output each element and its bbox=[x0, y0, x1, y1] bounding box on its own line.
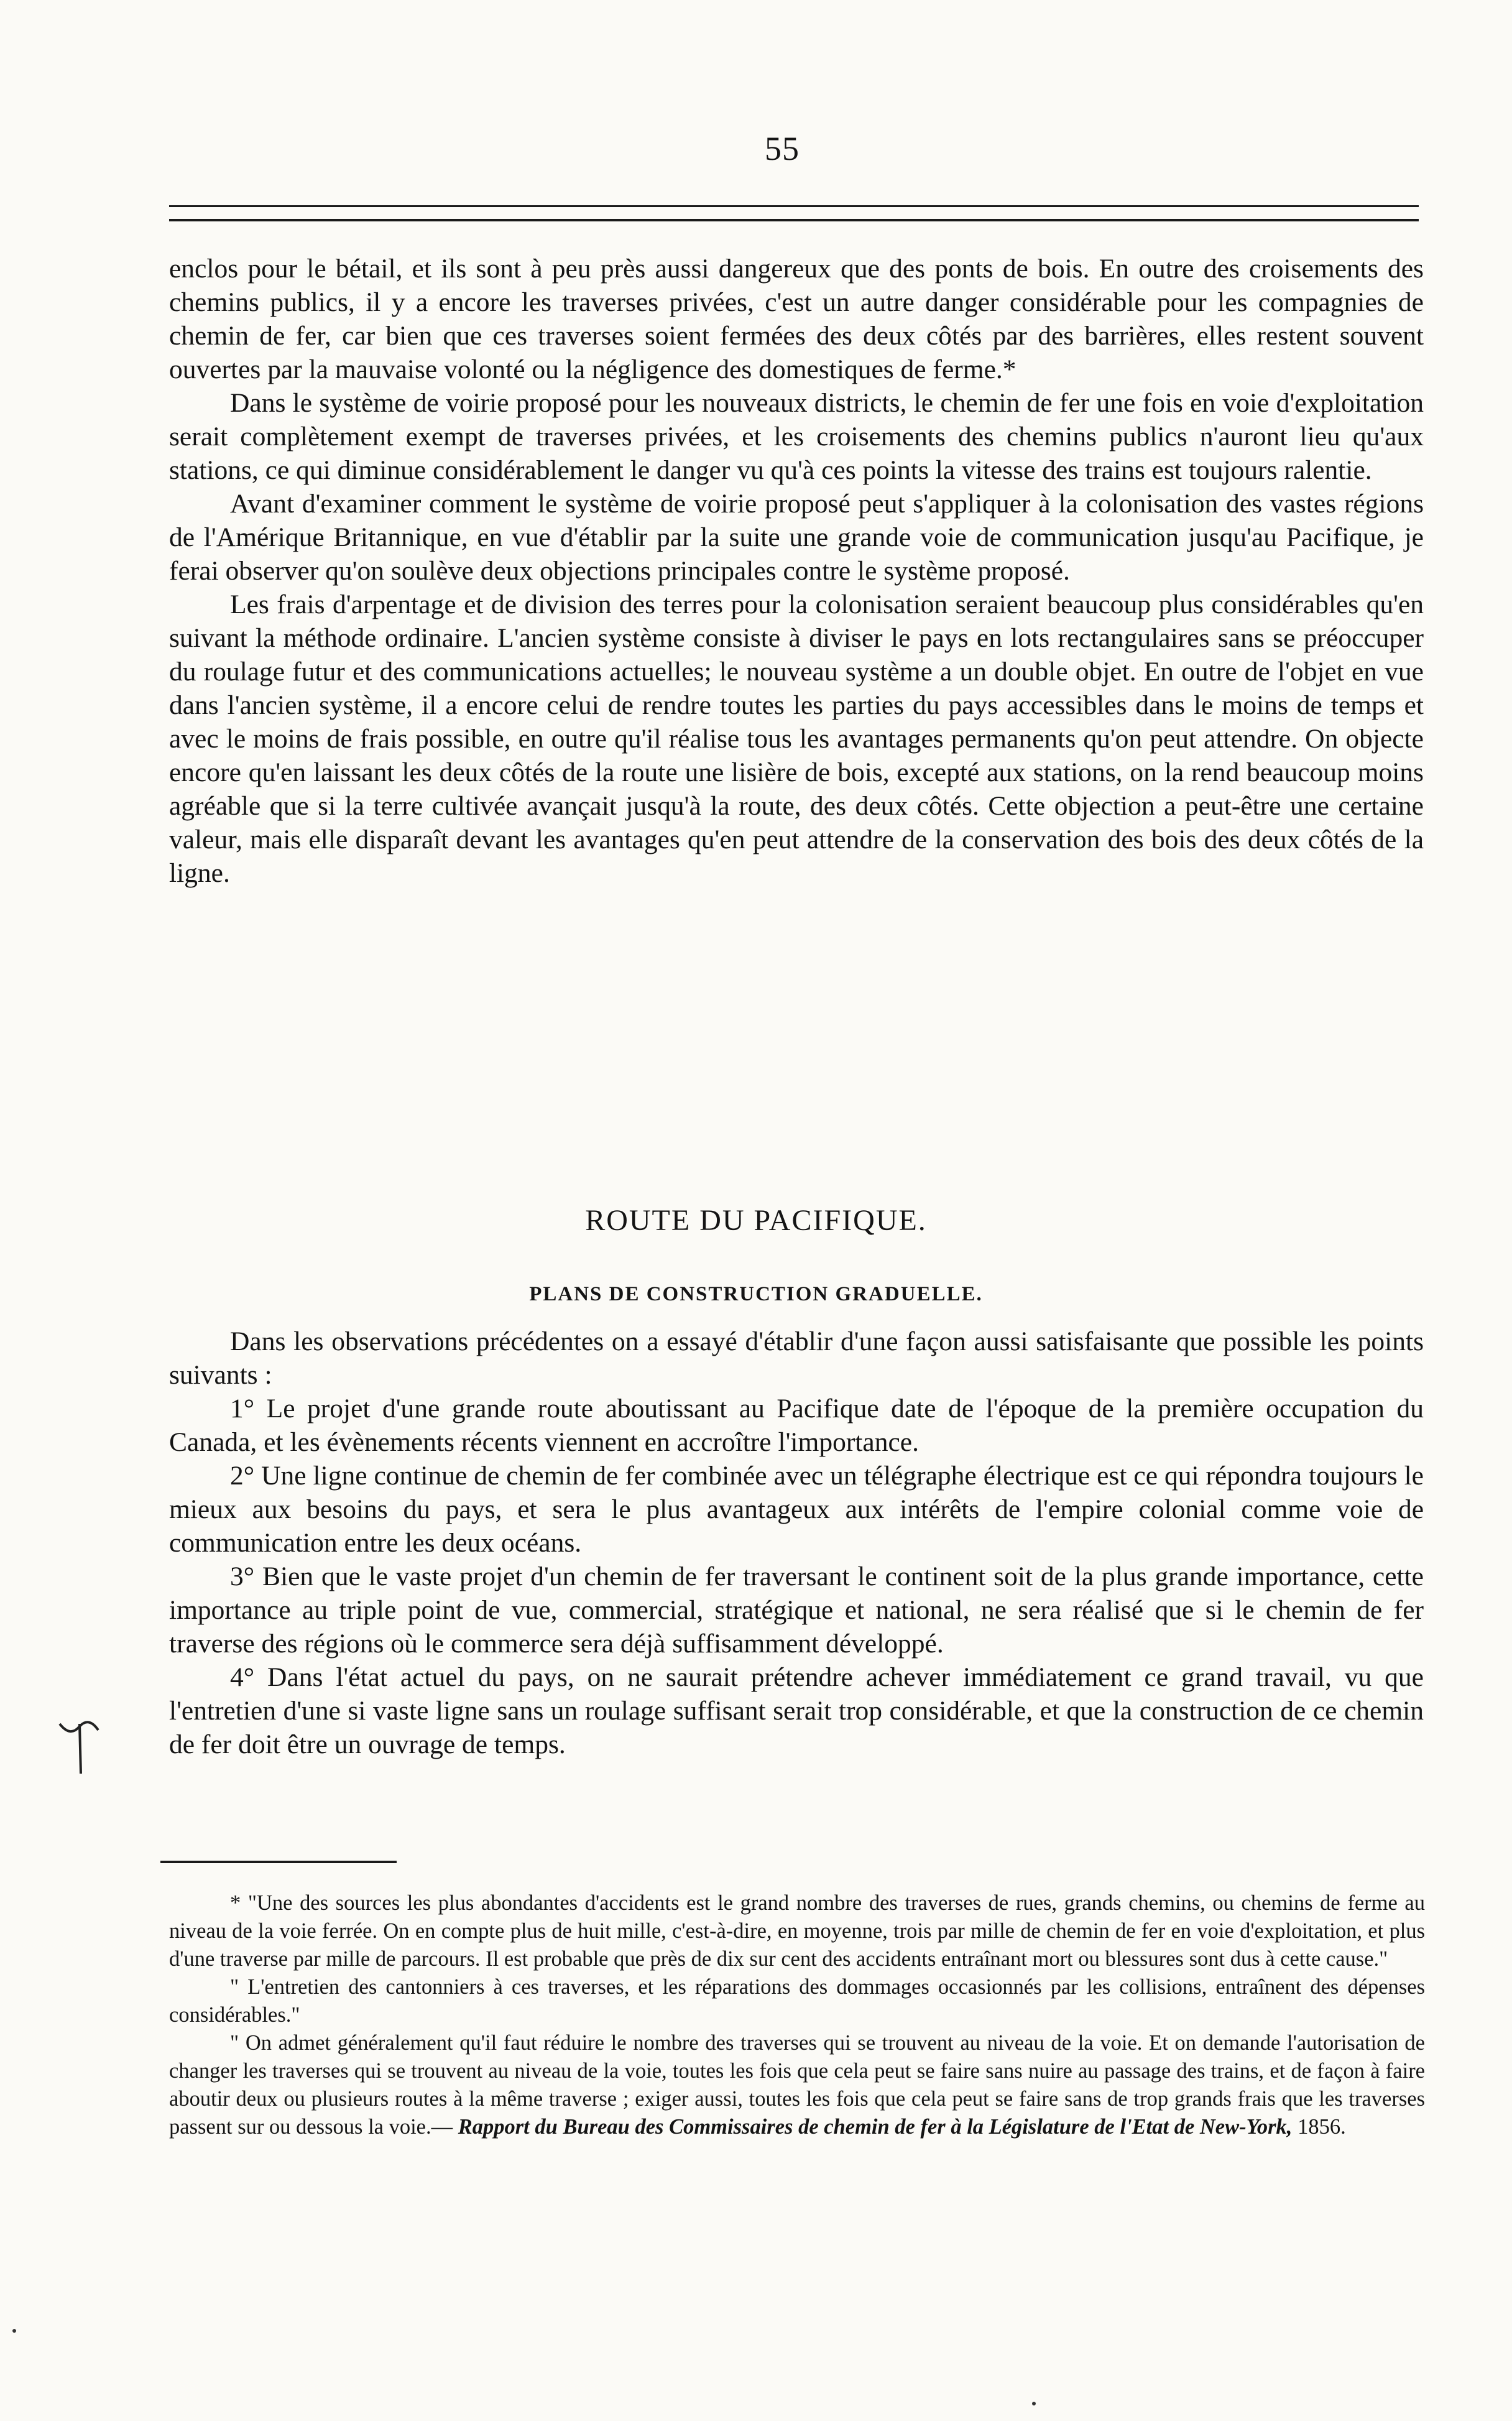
footnote-text: " On admet généralement qu'il faut réduire le nombre des traverses qui se trouvent au niveau de la voie. Et on demande l'autorisation de changer les traverses qui se trouvent au niveau de la voie, toutes les fois que cela peut se faire sans nuire au passage des trains, et de façon à faire aboutir deux ou plusieurs routes à la même traverse ; exiger aussi, toutes les fois que cela peut se faire sans de trop grands frais que les traverses passent sur ou dessous la voie.— bbox=[169, 2031, 1425, 2139]
numbered-point: 1° Le projet d'une grande route aboutissant au Pacifique date de l'époque de la première occupation du Canada, et les évènements récents viennent en accroître l'importance. bbox=[169, 1394, 1424, 1457]
section-title: ROUTE DU PACIFIQUE. bbox=[585, 1204, 927, 1237]
header-rule-thick bbox=[169, 219, 1419, 221]
page-number: 55 bbox=[765, 130, 800, 167]
scan-speck bbox=[12, 2329, 16, 2333]
footnote-year: 1856. bbox=[1298, 2115, 1346, 2139]
footnote: * "Une des sources les plus abondantes d'accidents est le grand nombre des traverses de rues, grands chemins, ou chemins de ferme au niveau de la voie ferrée. On en compte plus de huit mille, c'est-à-dire, en moyenne, trois par mille de chemin de fer en voie d'exploitation, et plus d'une traverse par mille de parcours. Il est probable que près de dix sur cent des accidents entraînant mort ou blessures sont dus à cette cause." bbox=[169, 1891, 1425, 1971]
footnote: " L'entretien des cantonniers à ces traverses, et les réparations des dommages occasionnés par les collisions, entraînent des dépenses considérables." bbox=[169, 1975, 1425, 2027]
paragraph: Avant d'examiner comment le système de voirie proposé peut s'appliquer à la colonisation des vastes régions de l'Amérique Britannique, en vue d'établir par la suite une grande voie de communication jusqu'au Pacifique, je ferai observer qu'on soulève deux objections principales contre le système proposé. bbox=[169, 489, 1424, 586]
footnotes bbox=[169, 1889, 1425, 2141]
footnote bbox=[169, 2029, 1425, 2141]
numbered-point: 4° Dans l'état actuel du pays, on ne saurait prétendre achever immédiatement ce grand travail, vu que l'entretien d'une si vaste ligne sans un roulage suffisant serait trop considérable, et que la construction de ce chemin de fer doit être un ouvrage de temps. bbox=[169, 1662, 1424, 1759]
numbered-point: 2° Une ligne continue de chemin de fer combinée avec un télégraphe électrique est ce qui répondra toujours le mieux aux besoins du pays, et sera le plus avantageux aux intérêts de l'empire colonial comme voie de communication entre les deux océans. bbox=[169, 1461, 1424, 1558]
footnote-rule bbox=[160, 1861, 397, 1863]
body-section-top bbox=[169, 252, 1424, 890]
margin-handwritten-mark bbox=[55, 1711, 104, 1790]
footnote-citation: Rapport du Bureau des Commissaires de chemin de fer à la Législature de l'Etat de New-York, bbox=[458, 2115, 1293, 2139]
paragraph: Dans les observations précédentes on a essayé d'établir d'une façon aussi satisfaisante que possible les points suivants : bbox=[169, 1326, 1424, 1390]
numbered-point: 3° Bien que le vaste projet d'un chemin de fer traversant le continent soit de la plus grande importance, cette importance au triple point de vue, commercial, stratégique et national, ne sera réalisé que si le chemin de fer traverse des régions où le commerce sera déjà suffisamment développé. bbox=[169, 1562, 1424, 1659]
paragraph: Dans le système de voirie proposé pour les nouveaux districts, le chemin de fer une fois en voie d'exploitation serait complètement exempt de traverses privées, et les croisements des chemins publics n'auront lieu qu'aux stations, ce qui diminue considérablement le danger vu qu'à ces points la vitesse des trains est toujours ralentie. bbox=[169, 388, 1424, 485]
paragraph: Les frais d'arpentage et de division des terres pour la colonisation seraient beaucoup plus considérables qu'en suivant la méthode ordinaire. L'ancien système consiste à diviser le pays en lots rectangulaires sans se préoccuper du roulage futur et des communications actuelles; le nouveau système a un double objet. En outre de l'objet en vue dans l'ancien système, il a encore celui de rendre toutes les parties du pays accessibles dans le moins de temps et avec le moins de frais possible, en outre qu'il réalise tous les avantages permanents qu'on peut attendre. On objecte encore qu'en laissant les deux côtés de la route une lisière de bois, excepté aux stations, on la rend beaucoup moins agréable que si la terre cultivée avançait jusqu'à la route, des deux côtés. Cette objection a peut-être une certaine valeur, mais elle disparaît devant les avantages qu'en peut attendre de la conservation des bois des deux côtés de la ligne. bbox=[169, 590, 1424, 888]
paragraph-continuation: enclos pour le bétail, et ils sont à peu près aussi dangereux que des ponts de bois. En outre des croisements des chemins publics, il y a encore les traverses privées, c'est un autre danger considérable pour les compagnies de chemin de fer, car bien que ces traverses soient fermées des deux côtés par des barrières, elles restent souvent ouvertes par la mauvaise volonté ou la négligence des domestiques de ferme.* bbox=[169, 254, 1424, 384]
header-rule-thin bbox=[169, 205, 1419, 207]
body-section-bottom bbox=[169, 1325, 1424, 1761]
section-subtitle: PLANS DE CONSTRUCTION GRADUELLE. bbox=[529, 1283, 983, 1305]
scan-speck bbox=[1032, 2402, 1036, 2405]
margin-mark-icon bbox=[55, 1711, 104, 1780]
